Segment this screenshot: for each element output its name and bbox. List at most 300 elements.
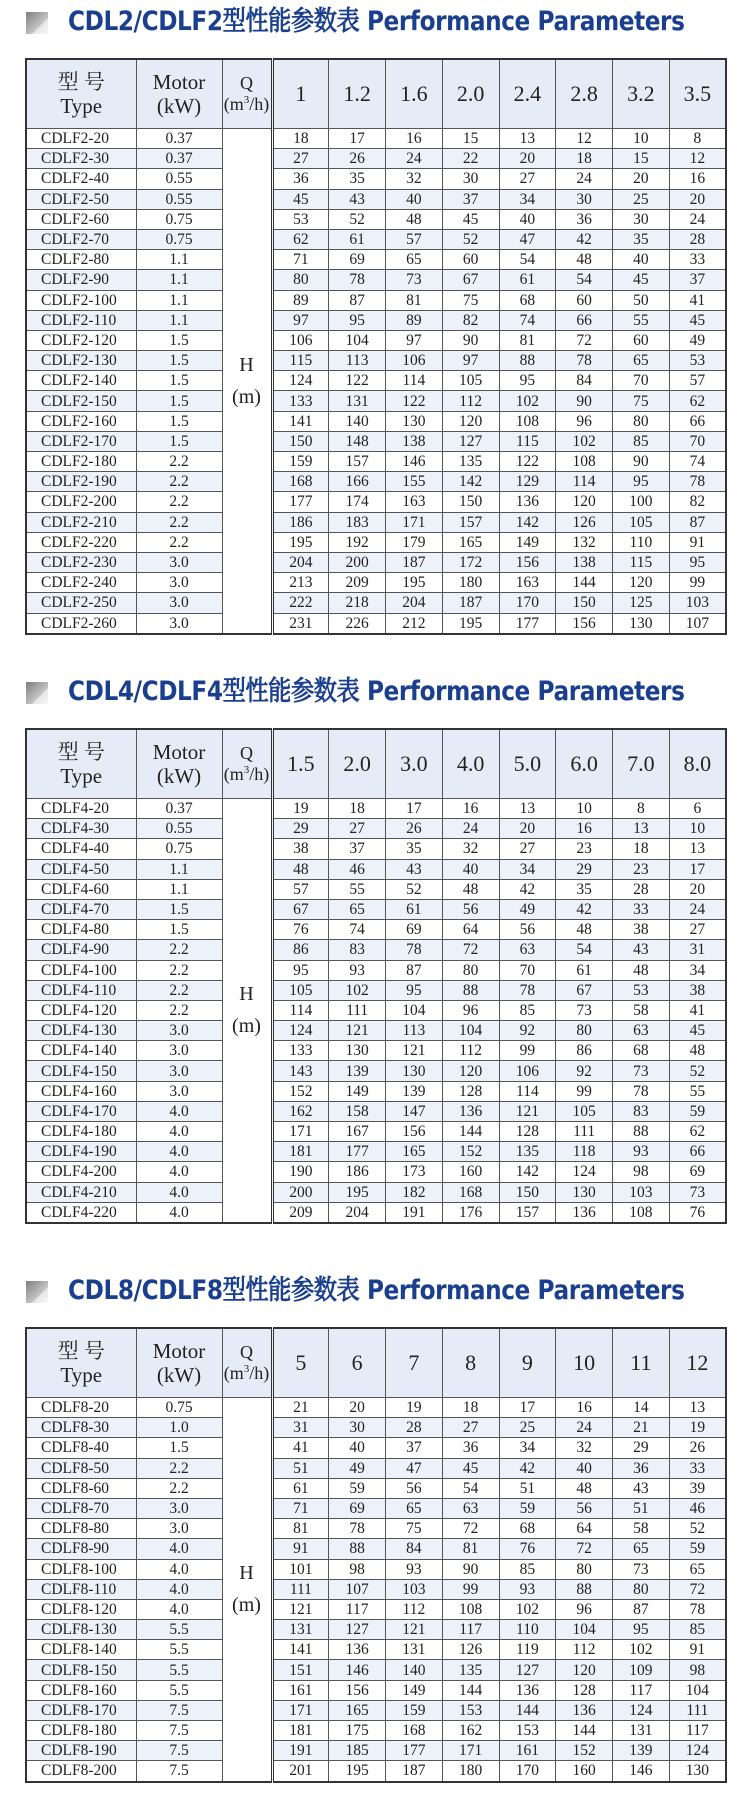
- table-row: [26, 593, 726, 613]
- header-flow-value: 3.5: [669, 59, 726, 129]
- head-value-cell: 115: [272, 351, 329, 371]
- head-value-cell: 43: [613, 940, 670, 960]
- head-value-cell: 109: [613, 1660, 670, 1680]
- head-value-cell: 105: [272, 980, 329, 1000]
- head-value-cell: 156: [329, 1680, 386, 1700]
- square-bullet-icon: [26, 682, 48, 704]
- motor-cell: 1.5: [136, 411, 222, 431]
- motor-cell: 5.5: [136, 1660, 222, 1680]
- table-row: [26, 250, 726, 270]
- head-value-cell: 61: [499, 270, 556, 290]
- head-value-cell: 201: [272, 1761, 329, 1782]
- table-row: [26, 330, 726, 350]
- head-value-cell: 159: [386, 1700, 443, 1720]
- head-value-cell: 89: [272, 290, 329, 310]
- head-value-cell: 139: [386, 1081, 443, 1101]
- head-value-cell: 99: [499, 1041, 556, 1061]
- header-flow-value: 2.4: [499, 59, 556, 129]
- head-value-cell: 18: [613, 839, 670, 859]
- head-value-cell: 99: [442, 1579, 499, 1599]
- table-row: [26, 839, 726, 859]
- model-cell: CDLF4-160: [26, 1081, 136, 1101]
- head-value-cell: 42: [499, 879, 556, 899]
- head-value-cell: 27: [499, 169, 556, 189]
- head-value-cell: 10: [556, 799, 613, 819]
- head-value-cell: 31: [272, 1418, 329, 1438]
- header-flow-value: 6.0: [556, 729, 613, 799]
- head-value-cell: 190: [272, 1162, 329, 1182]
- head-value-cell: 168: [272, 472, 329, 492]
- head-value-cell: 71: [272, 1498, 329, 1518]
- head-value-cell: 81: [499, 330, 556, 350]
- head-value-cell: 45: [442, 209, 499, 229]
- head-value-cell: 129: [499, 472, 556, 492]
- table-row: [26, 1021, 726, 1041]
- head-value-cell: 180: [442, 1761, 499, 1782]
- motor-cell: 7.5: [136, 1761, 222, 1782]
- head-value-cell: 113: [386, 1021, 443, 1041]
- head-value-cell: 115: [499, 431, 556, 451]
- head-value-cell: 8: [669, 129, 726, 149]
- head-value-cell: 144: [442, 1122, 499, 1142]
- header-flow-value: 7: [386, 1328, 443, 1398]
- head-value-cell: 52: [669, 1519, 726, 1539]
- head-value-cell: 15: [613, 149, 670, 169]
- model-cell: CDLF2-80: [26, 250, 136, 270]
- head-value-cell: 72: [556, 1539, 613, 1559]
- head-value-cell: 162: [272, 1101, 329, 1121]
- head-value-cell: 87: [386, 960, 443, 980]
- header-flow-value: 2.8: [556, 59, 613, 129]
- motor-cell: 2.2: [136, 960, 222, 980]
- motor-cell: 4.0: [136, 1101, 222, 1121]
- head-value-cell: 13: [669, 839, 726, 859]
- head-value-cell: 45: [442, 1458, 499, 1478]
- head-value-cell: 105: [442, 371, 499, 391]
- head-value-cell: 24: [556, 169, 613, 189]
- motor-cell: 7.5: [136, 1721, 222, 1741]
- head-value-cell: 174: [329, 492, 386, 512]
- table-row: [26, 819, 726, 839]
- head-value-cell: 70: [499, 960, 556, 980]
- head-value-cell: 144: [442, 1680, 499, 1700]
- head-value-cell: 168: [442, 1182, 499, 1202]
- header-flow-value: 3.0: [386, 729, 443, 799]
- head-value-cell: 34: [669, 960, 726, 980]
- head-value-cell: 86: [272, 940, 329, 960]
- header-flow-value: 1.5: [272, 729, 329, 799]
- header-motor: Motor (kW): [136, 729, 222, 799]
- head-value-cell: 112: [386, 1599, 443, 1619]
- head-value-cell: 66: [669, 1142, 726, 1162]
- head-value-cell: 131: [386, 1640, 443, 1660]
- head-value-cell: 91: [669, 1640, 726, 1660]
- head-value-cell: 158: [329, 1101, 386, 1121]
- head-value-cell: 78: [669, 1599, 726, 1619]
- head-value-cell: 147: [386, 1101, 443, 1121]
- head-value-cell: 16: [556, 1398, 613, 1418]
- head-value-cell: 81: [442, 1539, 499, 1559]
- head-value-cell: 91: [272, 1539, 329, 1559]
- head-value-cell: 21: [272, 1398, 329, 1418]
- head-value-cell: 65: [669, 1559, 726, 1579]
- head-value-cell: 209: [272, 1202, 329, 1223]
- head-value-cell: 26: [386, 819, 443, 839]
- head-value-cell: 130: [613, 613, 670, 634]
- table-header-row: [26, 1328, 726, 1398]
- head-value-cell: 72: [556, 330, 613, 350]
- head-value-cell: 105: [556, 1101, 613, 1121]
- table-row: [26, 411, 726, 431]
- head-value-cell: 40: [442, 859, 499, 879]
- head-value-cell: 48: [272, 859, 329, 879]
- head-value-cell: 63: [499, 940, 556, 960]
- head-value-cell: 165: [386, 1142, 443, 1162]
- head-value-cell: 103: [613, 1182, 670, 1202]
- model-cell: CDLF2-90: [26, 270, 136, 290]
- table-row: [26, 169, 726, 189]
- head-value-cell: 74: [669, 452, 726, 472]
- head-value-cell: 82: [669, 492, 726, 512]
- head-value-cell: 181: [272, 1721, 329, 1741]
- head-value-cell: 195: [329, 1761, 386, 1782]
- header-flow-value: 11: [613, 1328, 670, 1398]
- table-row: [26, 1498, 726, 1518]
- header-flow-value: 7.0: [613, 729, 670, 799]
- head-value-cell: 97: [272, 310, 329, 330]
- motor-cell: 4.0: [136, 1559, 222, 1579]
- head-value-cell: 177: [499, 613, 556, 634]
- header-flow-value: 1: [272, 59, 329, 129]
- head-value-cell: 50: [613, 290, 670, 310]
- table-row: [26, 1061, 726, 1081]
- head-value-cell: 48: [613, 960, 670, 980]
- head-value-cell: 105: [613, 512, 670, 532]
- motor-cell: 5.5: [136, 1640, 222, 1660]
- head-value-cell: 142: [499, 1162, 556, 1182]
- head-value-cell: 56: [499, 920, 556, 940]
- head-value-cell: 150: [556, 593, 613, 613]
- head-value-cell: 93: [499, 1579, 556, 1599]
- head-value-cell: 73: [556, 1000, 613, 1020]
- head-value-cell: 140: [329, 411, 386, 431]
- head-value-cell: 30: [613, 209, 670, 229]
- model-cell: CDLF4-200: [26, 1162, 136, 1182]
- head-value-cell: 55: [669, 1081, 726, 1101]
- head-value-cell: 17: [669, 859, 726, 879]
- head-value-cell: 126: [556, 512, 613, 532]
- head-value-cell: 60: [613, 330, 670, 350]
- head-value-cell: 132: [556, 532, 613, 552]
- head-value-cell: 103: [386, 1579, 443, 1599]
- head-value-cell: 142: [499, 512, 556, 532]
- head-value-cell: 161: [272, 1680, 329, 1700]
- model-cell: CDLF2-60: [26, 209, 136, 229]
- head-value-cell: 6: [669, 799, 726, 819]
- motor-cell: 0.75: [136, 209, 222, 229]
- head-value-cell: 124: [669, 1741, 726, 1761]
- section-title: CDL4/CDLF4型性能参数表 Performance Parameters: [68, 676, 685, 707]
- model-cell: CDLF4-20: [26, 799, 136, 819]
- header-flow-value: 2.0: [442, 59, 499, 129]
- head-value-cell: 34: [499, 1438, 556, 1458]
- head-value-cell: 30: [442, 169, 499, 189]
- head-value-cell: 95: [613, 1620, 670, 1640]
- head-value-cell: 179: [386, 532, 443, 552]
- head-value-cell: 66: [669, 411, 726, 431]
- head-value-cell: 39: [669, 1478, 726, 1498]
- head-value-cell: 171: [442, 1741, 499, 1761]
- head-value-cell: 130: [386, 411, 443, 431]
- motor-cell: 3.0: [136, 593, 222, 613]
- head-value-cell: 146: [329, 1660, 386, 1680]
- head-value-cell: 108: [556, 452, 613, 472]
- motor-cell: 3.0: [136, 1041, 222, 1061]
- table-row: [26, 1458, 726, 1478]
- head-value-cell: 157: [499, 1202, 556, 1223]
- head-value-cell: 29: [556, 859, 613, 879]
- head-value-cell: 85: [499, 1000, 556, 1020]
- head-value-cell: 68: [613, 1041, 670, 1061]
- head-value-cell: 30: [556, 189, 613, 209]
- head-value-cell: 127: [499, 1660, 556, 1680]
- head-label-cell: H (m): [222, 129, 272, 634]
- motor-cell: 4.0: [136, 1539, 222, 1559]
- head-value-cell: 22: [442, 149, 499, 169]
- head-value-cell: 182: [386, 1182, 443, 1202]
- head-value-cell: 46: [329, 859, 386, 879]
- motor-cell: 4.0: [136, 1162, 222, 1182]
- head-value-cell: 200: [272, 1182, 329, 1202]
- head-value-cell: 38: [272, 839, 329, 859]
- head-value-cell: 40: [613, 250, 670, 270]
- table-row: [26, 1398, 726, 1418]
- table-row: [26, 1700, 726, 1720]
- head-value-cell: 95: [669, 552, 726, 572]
- head-value-cell: 18: [272, 129, 329, 149]
- head-value-cell: 25: [499, 1418, 556, 1438]
- head-value-cell: 33: [669, 1458, 726, 1478]
- head-value-cell: 74: [499, 310, 556, 330]
- head-value-cell: 85: [669, 1620, 726, 1640]
- model-cell: CDLF4-150: [26, 1061, 136, 1081]
- head-value-cell: 78: [556, 351, 613, 371]
- model-cell: CDLF8-140: [26, 1640, 136, 1660]
- head-value-cell: 48: [669, 1041, 726, 1061]
- model-cell: CDLF8-130: [26, 1620, 136, 1640]
- head-value-cell: 68: [499, 290, 556, 310]
- table-row: [26, 512, 726, 532]
- head-value-cell: 195: [329, 1182, 386, 1202]
- head-value-cell: 28: [669, 229, 726, 249]
- table-row: [26, 1559, 726, 1579]
- table-row: [26, 209, 726, 229]
- head-value-cell: 69: [329, 1498, 386, 1518]
- head-value-cell: 120: [556, 492, 613, 512]
- head-value-cell: 46: [669, 1498, 726, 1518]
- head-value-cell: 87: [329, 290, 386, 310]
- head-value-cell: 195: [386, 573, 443, 593]
- table-row: [26, 1579, 726, 1599]
- head-value-cell: 45: [669, 310, 726, 330]
- motor-cell: 1.5: [136, 391, 222, 411]
- head-value-cell: 20: [669, 879, 726, 899]
- table-row: [26, 310, 726, 330]
- head-value-cell: 93: [329, 960, 386, 980]
- head-value-cell: 78: [499, 980, 556, 1000]
- header-flow-value: 1.2: [329, 59, 386, 129]
- head-value-cell: 156: [499, 552, 556, 572]
- head-value-cell: 222: [272, 593, 329, 613]
- head-value-cell: 73: [669, 1182, 726, 1202]
- head-value-cell: 120: [556, 1660, 613, 1680]
- header-flow-value: 1.6: [386, 59, 443, 129]
- head-value-cell: 117: [613, 1680, 670, 1700]
- head-value-cell: 13: [669, 1398, 726, 1418]
- head-value-cell: 56: [442, 899, 499, 919]
- head-value-cell: 96: [556, 1599, 613, 1619]
- head-value-cell: 157: [329, 452, 386, 472]
- head-value-cell: 59: [499, 1498, 556, 1518]
- head-value-cell: 187: [386, 552, 443, 572]
- head-value-cell: 102: [499, 1599, 556, 1619]
- head-value-cell: 152: [556, 1741, 613, 1761]
- head-value-cell: 64: [442, 920, 499, 940]
- head-value-cell: 42: [499, 1458, 556, 1478]
- head-value-cell: 204: [386, 593, 443, 613]
- head-value-cell: 25: [613, 189, 670, 209]
- head-value-cell: 153: [442, 1700, 499, 1720]
- head-value-cell: 138: [556, 552, 613, 572]
- header-flow-value: 10: [556, 1328, 613, 1398]
- head-value-cell: 49: [499, 899, 556, 919]
- head-value-cell: 10: [613, 129, 670, 149]
- head-value-cell: 155: [386, 472, 443, 492]
- head-value-cell: 124: [613, 1700, 670, 1720]
- head-value-cell: 114: [386, 371, 443, 391]
- motor-cell: 4.0: [136, 1122, 222, 1142]
- head-value-cell: 191: [272, 1741, 329, 1761]
- head-value-cell: 152: [272, 1081, 329, 1101]
- head-value-cell: 120: [442, 411, 499, 431]
- head-value-cell: 156: [556, 613, 613, 634]
- model-cell: CDLF4-140: [26, 1041, 136, 1061]
- head-value-cell: 153: [499, 1721, 556, 1741]
- head-value-cell: 73: [613, 1559, 670, 1579]
- head-value-cell: 102: [556, 431, 613, 451]
- head-value-cell: 117: [442, 1620, 499, 1640]
- head-value-cell: 15: [442, 129, 499, 149]
- head-value-cell: 186: [329, 1162, 386, 1182]
- head-value-cell: 144: [556, 1721, 613, 1741]
- motor-cell: 3.0: [136, 1021, 222, 1041]
- table-row: [26, 1000, 726, 1020]
- head-value-cell: 186: [272, 512, 329, 532]
- head-value-cell: 95: [329, 310, 386, 330]
- head-value-cell: 37: [329, 839, 386, 859]
- head-value-cell: 24: [556, 1418, 613, 1438]
- head-value-cell: 47: [499, 229, 556, 249]
- head-value-cell: 72: [442, 1519, 499, 1539]
- motor-cell: 1.5: [136, 371, 222, 391]
- motor-cell: 3.0: [136, 1061, 222, 1081]
- head-value-cell: 107: [669, 613, 726, 634]
- head-value-cell: 51: [613, 1498, 670, 1518]
- head-value-cell: 106: [272, 330, 329, 350]
- head-value-cell: 163: [386, 492, 443, 512]
- head-value-cell: 64: [556, 1519, 613, 1539]
- head-value-cell: 60: [556, 290, 613, 310]
- head-value-cell: 143: [272, 1061, 329, 1081]
- head-value-cell: 75: [613, 391, 670, 411]
- table-row: [26, 573, 726, 593]
- motor-cell: 1.1: [136, 310, 222, 330]
- head-value-cell: 14: [613, 1398, 670, 1418]
- header-model: 型 号 Type: [26, 729, 136, 799]
- model-cell: CDLF2-50: [26, 189, 136, 209]
- head-value-cell: 150: [499, 1182, 556, 1202]
- head-value-cell: 18: [442, 1398, 499, 1418]
- motor-cell: 5.5: [136, 1620, 222, 1640]
- head-value-cell: 20: [669, 189, 726, 209]
- head-value-cell: 112: [442, 1041, 499, 1061]
- motor-cell: 1.5: [136, 330, 222, 350]
- head-value-cell: 28: [386, 1418, 443, 1438]
- head-value-cell: 49: [329, 1458, 386, 1478]
- model-cell: CDLF4-60: [26, 879, 136, 899]
- head-value-cell: 26: [329, 149, 386, 169]
- head-value-cell: 103: [669, 593, 726, 613]
- motor-cell: 4.0: [136, 1182, 222, 1202]
- motor-cell: 0.37: [136, 799, 222, 819]
- table-row: [26, 1761, 726, 1782]
- head-value-cell: 48: [442, 879, 499, 899]
- model-cell: CDLF8-170: [26, 1700, 136, 1720]
- model-cell: CDLF2-20: [26, 129, 136, 149]
- head-value-cell: 33: [613, 899, 670, 919]
- header-flow-value: 12: [669, 1328, 726, 1398]
- head-value-cell: 168: [386, 1721, 443, 1741]
- head-value-cell: 73: [386, 270, 443, 290]
- head-value-cell: 49: [669, 330, 726, 350]
- head-value-cell: 88: [329, 1539, 386, 1559]
- motor-cell: 1.5: [136, 899, 222, 919]
- head-value-cell: 76: [669, 1202, 726, 1223]
- motor-cell: 3.0: [136, 613, 222, 634]
- head-value-cell: 16: [556, 819, 613, 839]
- head-value-cell: 27: [499, 839, 556, 859]
- table-row: [26, 1620, 726, 1640]
- head-value-cell: 110: [499, 1620, 556, 1640]
- header-flow-q: Q $(m^3/h)$: [222, 59, 272, 129]
- head-value-cell: 53: [613, 980, 670, 1000]
- model-cell: CDLF2-200: [26, 492, 136, 512]
- head-value-cell: 133: [272, 1041, 329, 1061]
- head-value-cell: 26: [669, 1438, 726, 1458]
- head-value-cell: 121: [386, 1041, 443, 1061]
- model-cell: CDLF2-180: [26, 452, 136, 472]
- head-value-cell: 20: [613, 169, 670, 189]
- table-row: [26, 1162, 726, 1182]
- head-value-cell: 135: [499, 1142, 556, 1162]
- motor-cell: 1.1: [136, 859, 222, 879]
- head-value-cell: 113: [329, 351, 386, 371]
- head-value-cell: 48: [386, 209, 443, 229]
- head-value-cell: 37: [442, 189, 499, 209]
- header-flow-value: 3.2: [613, 59, 670, 129]
- head-value-cell: 81: [272, 1519, 329, 1539]
- head-label-cell: H (m): [222, 799, 272, 1223]
